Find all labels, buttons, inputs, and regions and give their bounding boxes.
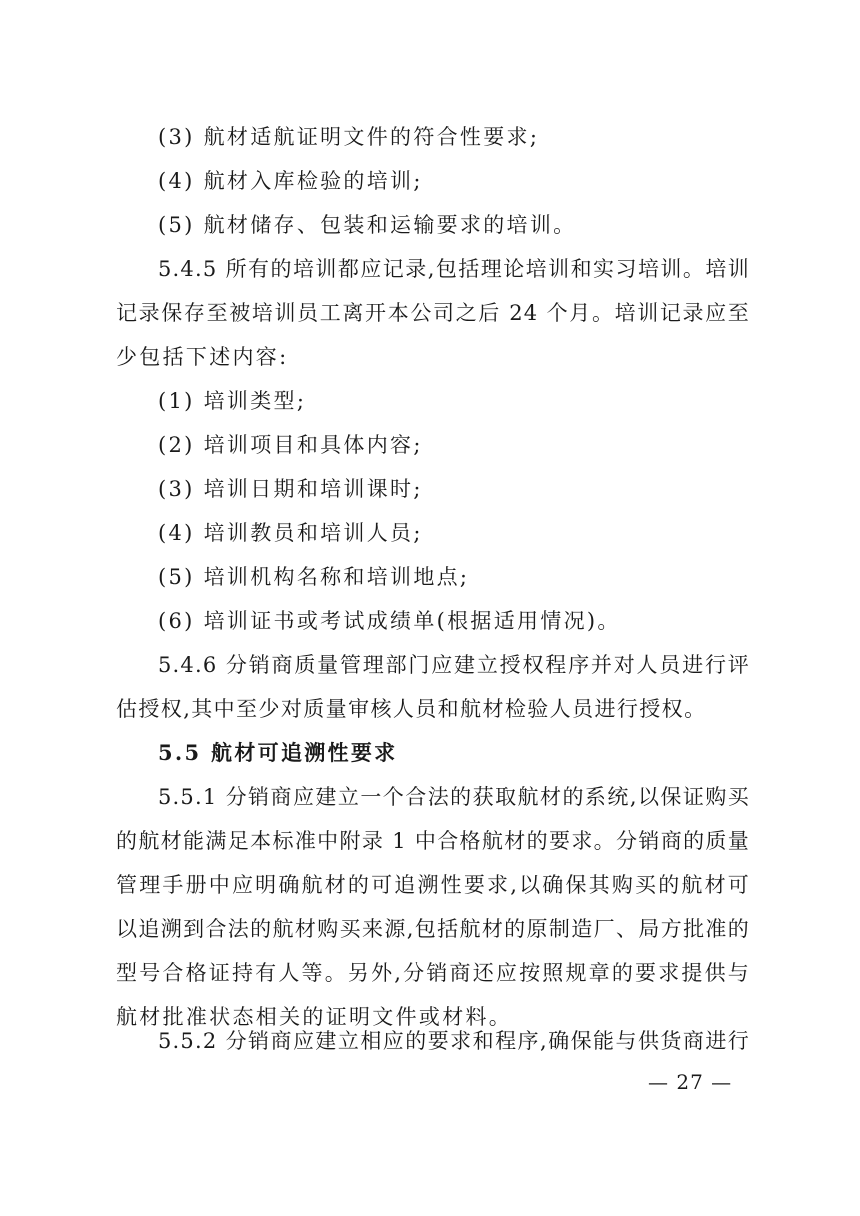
clause-5-4-5-line-3: 少包括下述内容:: [116, 345, 289, 369]
clause-5-5-1-line-6: 航材批准状态相关的证明文件或材料。: [116, 1005, 513, 1029]
section-heading-5-5: 5.5 航材可追溯性要求: [158, 740, 398, 765]
clause-5-4-5-line-1: 5.4.5 所有的培训都应记录,包括理论培训和实习培训。培训: [158, 257, 750, 281]
clause-5-5-1-line-2: 的航材能满足本标准中附录 1 中合格航材的要求。分销商的质量: [116, 829, 750, 853]
list-item-2-training-content: (2) 培训项目和具体内容;: [158, 433, 423, 457]
clause-5-5-1-line-3: 管理手册中应明确航材的可追溯性要求,以确保其购买的航材可: [116, 873, 750, 897]
clause-5-5-1-line-4: 以追溯到合法的航材购买来源,包括航材的原制造厂、局方批准的: [116, 917, 750, 941]
clause-5-4-6-line-1: 5.4.6 分销商质量管理部门应建立授权程序并对人员进行评: [158, 653, 750, 677]
clause-5-4-6-line-2: 估授权,其中至少对质量审核人员和航材检验人员进行授权。: [116, 697, 707, 721]
list-item-4-training-staff: (4) 培训教员和培训人员;: [158, 521, 423, 545]
page-number: — 27 —: [648, 1070, 733, 1094]
list-item-3-airworthiness-docs: (3) 航材适航证明文件的符合性要求;: [158, 125, 540, 149]
list-item-5-training-org: (5) 培训机构名称和培训地点;: [158, 565, 470, 589]
clause-5-5-2-line-1: 5.5.2 分销商应建立相应的要求和程序,确保能与供货商进行: [158, 1029, 750, 1053]
list-item-1-training-type: (1) 培训类型;: [158, 389, 307, 413]
clause-5-5-1-line-5: 型号合格证持有人等。另外,分销商还应按照规章的要求提供与: [116, 961, 750, 985]
list-item-6-training-certificate: (6) 培训证书或考试成绩单(根据适用情况)。: [158, 609, 621, 633]
list-item-4-inspection-training: (4) 航材入库检验的培训;: [158, 169, 423, 193]
clause-5-4-5-line-2: 记录保存至被培训员工离开本公司之后 24 个月。培训记录应至: [116, 301, 750, 325]
list-item-5-storage-training: (5) 航材储存、包装和运输要求的培训。: [158, 213, 577, 237]
clause-5-5-1-line-1: 5.5.1 分销商应建立一个合法的获取航材的系统,以保证购买: [158, 785, 750, 809]
list-item-3-training-date: (3) 培训日期和培训课时;: [158, 477, 423, 501]
